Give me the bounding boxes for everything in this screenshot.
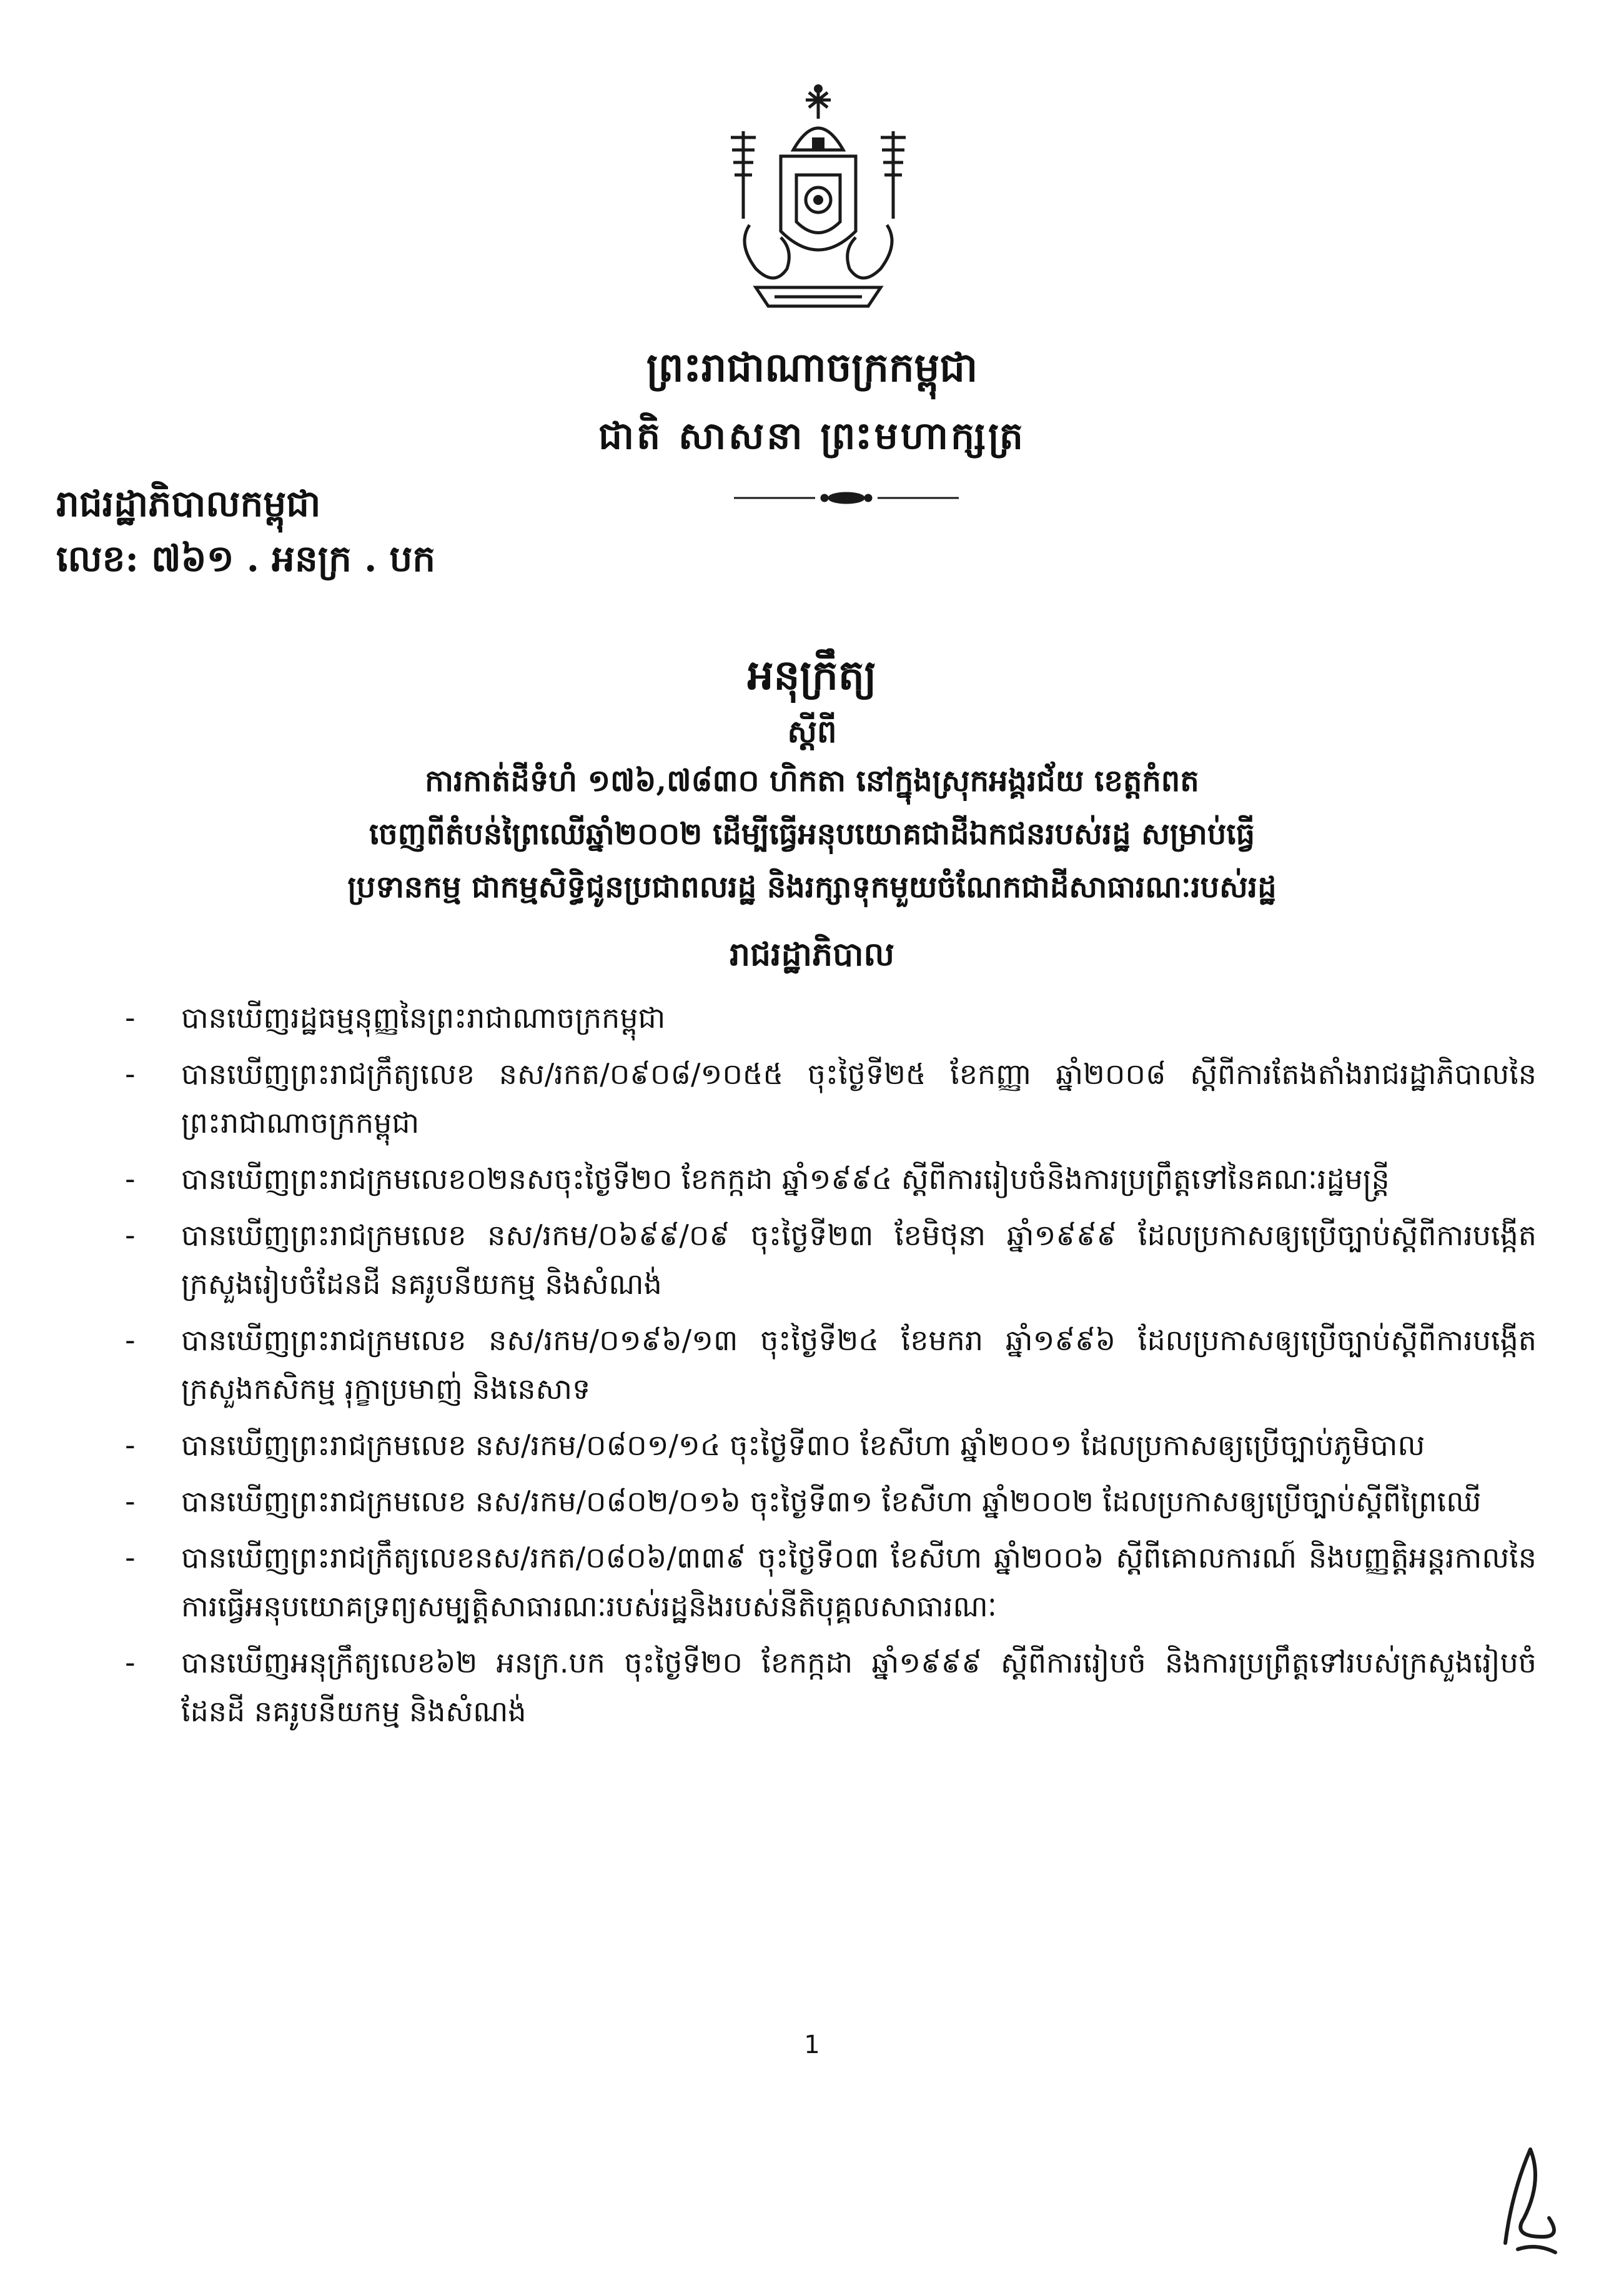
government-heading: រាជរដ្ឋាភិបាល: [729, 935, 895, 973]
handwritten-initials-icon: [1487, 2143, 1574, 2262]
page-number: 1: [804, 2031, 820, 2059]
subject-line-3: ប្រទានកម្ម ជាកម្មសិទ្ធិជូនប្រជាពលរដ្ឋ និងរក្សាទុកមួយចំណែកជាដីសាធារណៈរបស់រដ្ឋ: [347, 870, 1277, 905]
reference-item: - បានឃើញរដ្ឋធម្មនុញ្ញនៃព្រះរាជាណាចក្រកម្ពុជា: [125, 1001, 666, 1035]
reference-item: - បានឃើញអនុក្រឹត្យលេខ៦២ អនក្រ.បក ចុះថ្ងៃទី២០ ខែកក្កដា ឆ្នាំ១៩៩៩ ស្តីពីការរៀបចំ និងការប្រព្រឹត្តទៅរបស់ក្រសួងរៀបចំដែនដី នគរូបនីយកម្ម និងសំណង់: [125, 1646, 1537, 1728]
legal-references-list: [112, 993, 1537, 1743]
reference-item: - បានឃើញព្រះរាជក្រមលេខ នស/រកម/០១៩៦/១៣ ចុះថ្ងៃទី២៤ ខែមករា ឆ្នាំ១៩៩៦ ដែលប្រកាសឲ្យប្រើច្បាប់ស្តីពីការបង្កើតក្រសួងកសិកម្ម រុក្ខាប្រមាញ់ និងនេសាទ: [125, 1323, 1537, 1406]
reference-number: លេខ: ៧៦១ . អនក្រ . បក: [56, 537, 436, 580]
reference-item: - បានឃើញព្រះរាជក្រឹត្យលេខ នស/រកត/០៩០៨/១០៥៥ ចុះថ្ងៃទី២៥ ខែកញ្ញា ឆ្នាំ២០០៨ ស្តីពីការតែងតាំងរាជរដ្ឋាភិបាលនៃព្រះរាជាណាចក្រកម្ពុជា: [125, 1057, 1537, 1140]
kingdom-name: ព្រះរាជាណាចក្រកម្ពុជា: [646, 344, 978, 391]
reference-item: - បានឃើញព្រះរាជក្រមលេខ នស/រកម/០៨០២/០១៦ ចុះថ្ងៃទី៣១ ខែសីហា ឆ្នាំ២០០២ ដែលប្រកាសឲ្យប្រើច្បាប់ស្តីពីព្រៃឈើ: [125, 1485, 1482, 1518]
document-type: អនុក្រឹត្យ: [747, 650, 877, 699]
reference-item: - បានឃើញព្រះរាជក្រឹត្យលេខនស/រកត/០៨០៦/៣៣៩ ចុះថ្ងៃទី០៣ ខែសីហា ឆ្នាំ២០០៦ ស្តីពីគោលការណ៍ និងបញ្ញត្តិអន្តរកាលនៃការធ្វើអនុបយោគទ្រព្យសម្បត្តិសាធារណៈរបស់រដ្ឋនិងរបស់នីតិបុគ្គលសាធារណៈ: [125, 1541, 1537, 1623]
royal-coat-of-arms-icon: [718, 81, 918, 325]
ornamental-divider-icon: [734, 489, 959, 507]
subject-line-2: ចេញពីតំបន់ព្រៃឈើឆ្នាំ២០០២ ដើម្បីធ្វើអនុបយោគជាដីឯកជនរបស់រដ្ឋ សម្រាប់ធ្វើ: [369, 817, 1255, 852]
about-label: ស្តីពី: [787, 713, 837, 750]
reference-item: - បានឃើញព្រះរាជក្រមលេខ នស/រកម/០៦៩៩/០៩ ចុះថ្ងៃទី២៣ ខែមិថុនា ឆ្នាំ១៩៩៩ ដែលប្រកាសឲ្យប្រើច្បាប់ស្តីពីការបង្កើតក្រសួងរៀបចំដែនដី នគរូបនីយកម្ម និងសំណង់: [125, 1218, 1537, 1301]
reference-item: - បានឃើញព្រះរាជក្រមលេខ០២នសចុះថ្ងៃទី២០ ខែកក្កដា ឆ្នាំ១៩៩៤ ស្តីពីការរៀបចំនិងការប្រព្រឹត្តទៅនៃគណៈរដ្ឋមន្ត្រី: [125, 1162, 1390, 1196]
reference-item: - បានឃើញព្រះរាជក្រមលេខ នស/រកម/០៨០១/១៤ ចុះថ្ងៃទី៣០ ខែសីហា ឆ្នាំ២០០១ ដែលប្រកាសឲ្យប្រើច្បាប់ភូមិបាល: [125, 1428, 1425, 1462]
national-motto: ជាតិ សាសនា ព្រះមហាក្សត្រ: [598, 414, 1026, 458]
issuing-authority: រាជរដ្ឋាភិបាលកម្ពុជា: [56, 482, 321, 525]
subject-line-1: ការកាត់ដីទំហំ ១៧៦,៧៨៣០ ហិកតា នៅក្នុងស្រុកអង្គរជ័យ ខេត្តកំពត: [425, 763, 1199, 798]
